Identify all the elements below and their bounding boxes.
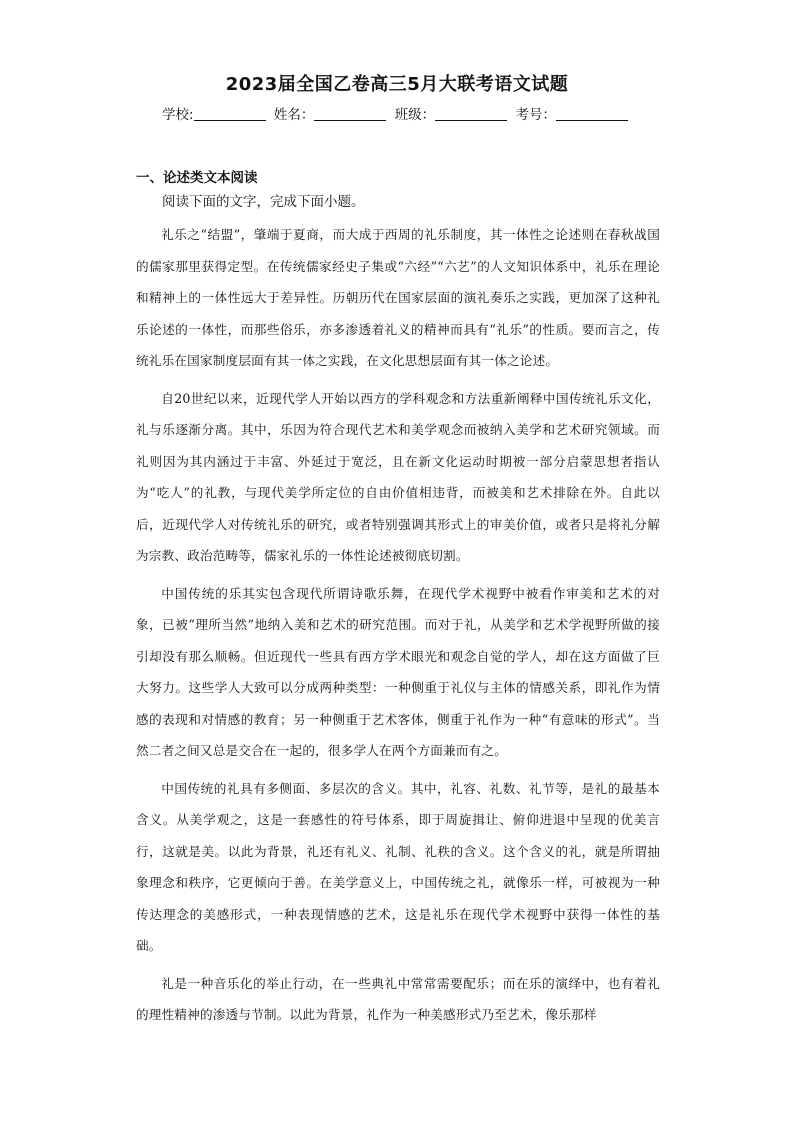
section-instruction: 阅读下面的文字，完成下面小题。 [162, 194, 365, 210]
passage-paragraph: 中国传统的礼具有多侧面、多层次的含义。其中，礼容、礼数、礼节等，是礼的最基本含义。从美学观之，这是一套感性的符号体系，即于周旋揖让、俯仰进退中呈现的优美言行，这就是美。以此为背景，礼还有礼义、礼制、礼秩的含义。这个含义的礼，就是所谓抽象理念和秩序，它更倾向于善。在美学意义上，中国传统之礼，就像乐一样，可被视为一种传达理念的美感形式，一种表现情感的艺术，这是礼乐在现代学术视野中获得一体性的基础。 [136, 780, 660, 953]
school-label: 学校: [162, 107, 194, 123]
exam-title: 2023届全国乙卷高三5月大联考语文试题 [225, 74, 569, 95]
passage-paragraph: 中国传统的乐其实包含现代所谓诗歌乐舞，在现代学术视野中被看作审美和艺术的对象，已被“理所当然”地纳入美和艺术的研究范围。而对于礼，从美学和艺术学视野所做的接引却没有那么顺畅。但近现代一些具有西方学术眼光和观念自觉的学人，却在这方面做了巨大努力。这些学人大致可以分成两种类型：一种侧重于礼仪与主体的情感关系，即礼作为情感的表现和对情感的教育；另一种侧重于艺术客体，侧重于礼作为一种“有意味的形式”。当然二者之间又总是交合在一起的，很多学人在两个方面兼而有之。 [136, 585, 660, 758]
name-field [274, 103, 391, 123]
exam-number-blank[interactable] [556, 107, 628, 121]
exam-number-label: 考号： [515, 107, 556, 123]
class-field [395, 103, 512, 123]
exam-number-field [515, 103, 632, 123]
school-blank[interactable] [194, 107, 266, 121]
passage-paragraph: 自20世纪以来，近现代学人开始以西方的学科观念和方法重新阐释中国传统礼乐文化，礼与乐逐渐分离。其中，乐因为符合现代艺术和美学观念而被纳入美学和艺术研究领域。而礼则因为其内涵过于丰富、外延过于宽泛，且在新文化运动时期被一部分启蒙思想者指认为“吃人”的礼教，与现代美学所定位的自由价值相违背，而被美和艺术排除在外。自此以后，近现代学人对传统礼乐的研究，或者特别强调其形式上的审美价值，或者只是将礼分解为宗教、政治范畴等，儒家礼乐的一体性论述被彻底切割。 [136, 390, 660, 563]
school-field [162, 103, 270, 123]
student-info-line [0, 103, 794, 123]
section-heading: 一、论述类文本阅读 [136, 170, 258, 186]
reading-passage [136, 219, 660, 1037]
name-blank[interactable] [314, 107, 386, 121]
class-label: 班级： [394, 107, 436, 123]
passage-paragraph: 礼乐之“结盟”，肇端于夏商，而大成于西周的礼乐制度，其一体性之论述则在春秋战国的儒家那里获得定型。在传统儒家经史子集或“六经”“六艺”的人文知识体系中，礼乐在理论和精神上的一体性远大于差异性。历朝历代在国家层面的演礼奏乐之实践，更加深了这种礼乐论述的一体性，而那些俗乐，亦多渗透着礼义的精神而具有“礼乐”的性质。要而言之，传统礼乐在国家制度层面有其一体之实践，在文化思想层面有其一体之论述。 [136, 227, 660, 368]
class-blank[interactable] [435, 107, 507, 121]
name-label: 姓名： [273, 107, 315, 123]
passage-paragraph: 礼是一种音乐化的举止行动，在一些典礼中常常需要配乐；而在乐的演绎中，也有着礼的理性精神的渗透与节制。以此为背景，礼作为一种美感形式乃至艺术，像乐那样 [136, 975, 660, 1022]
